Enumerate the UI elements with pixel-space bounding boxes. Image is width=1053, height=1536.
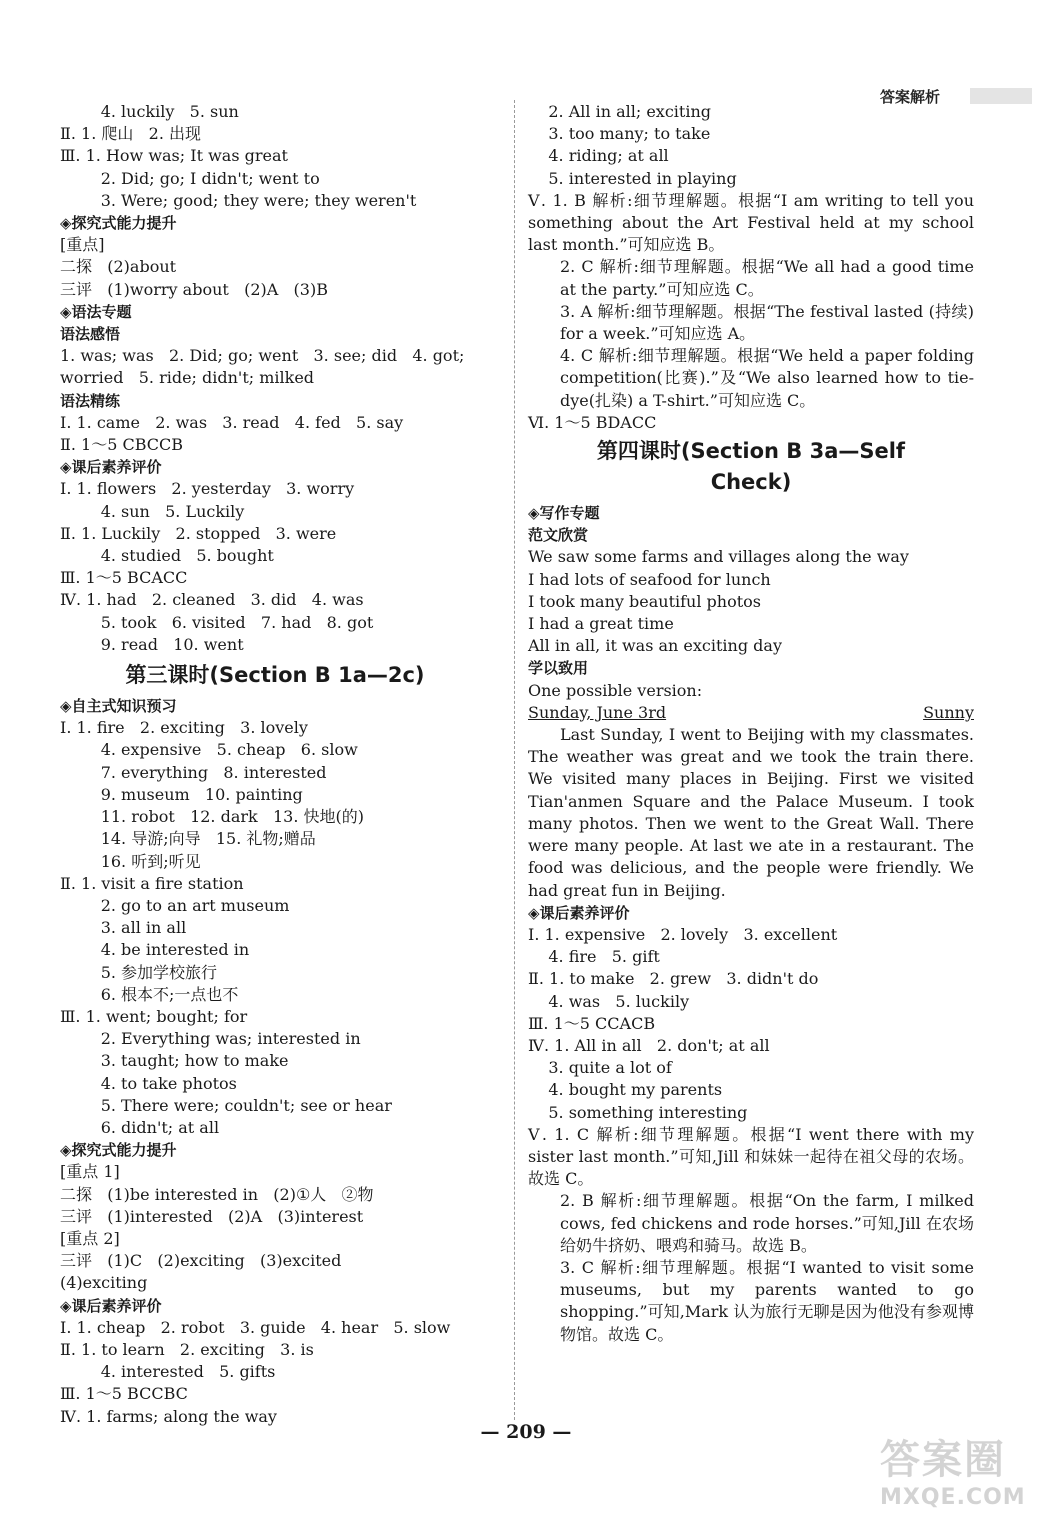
right-block-3-line: Ⅲ. 1～5 CCACB <box>528 1013 656 1033</box>
left-column <box>60 101 500 1428</box>
left-block-2-line: 4. to take photos <box>60 1073 237 1093</box>
left-block-1-line: [重点] <box>60 235 105 255</box>
watermark-line-1: 答案圈 <box>880 1437 1006 1483</box>
right-block-1-line: 4. riding; at all <box>528 146 669 166</box>
left-block-1-line: 1. was; was 2. Did; go; went 3. see; did 4. got; <box>60 346 465 366</box>
left-section-title: 第三课时(Section B 1a—2c) <box>125 663 425 688</box>
left-block-1-line: 4. luckily 5. sun <box>60 102 239 121</box>
right-block-2-line: All in all, it was an exciting day <box>528 636 782 656</box>
left-answer-block-2 <box>60 695 500 1428</box>
left-answer-block-1 <box>60 101 500 656</box>
right-answer-block-1 <box>528 101 974 190</box>
left-block-2-line: 2. Everything was; interested in <box>60 1029 361 1049</box>
right-block-2-line: ◈写作专题 <box>528 504 600 523</box>
left-block-2-line: (4)exciting <box>60 1273 148 1293</box>
watermark-logo <box>880 1428 1030 1523</box>
left-block-2-line: 3. taught; how to make <box>60 1051 289 1071</box>
left-block-1-line: 语法感悟 <box>60 325 121 344</box>
right-block-3-line: 3. quite a lot of <box>528 1058 672 1078</box>
answer-v1: Ⅴ. 1. B 解析:细节理解题。根据“I am writing to tell you something about the Art Festival held at my school last month.”可知应选 B。 <box>528 190 974 255</box>
right-column <box>528 101 974 1346</box>
diary-header <box>528 702 974 724</box>
page-number: — 209 — <box>480 1421 572 1443</box>
left-block-2-line: 三评 (1)C (2)exciting (3)excited <box>60 1251 342 1271</box>
left-block-2-line: 7. everything 8. interested <box>60 762 327 782</box>
column-divider <box>514 100 515 1420</box>
right-answer-block-2 <box>528 502 974 702</box>
left-block-2-line: Ⅲ. 1. went; bought; for <box>60 1006 248 1026</box>
left-block-2-line: Ⅲ. 1～5 BCCBC <box>60 1384 188 1404</box>
right-block-2-line: 范文欣赏 <box>528 526 589 545</box>
left-block-2-line: ◈探究式能力提升 <box>60 1141 177 1160</box>
left-block-1-line: Ⅳ. 1. had 2. cleaned 3. did 4. was <box>60 590 364 610</box>
left-block-2-line: 5. There were; couldn't; see or hear <box>60 1095 392 1115</box>
left-block-1-line: ◈探究式能力提升 <box>60 214 177 233</box>
left-block-1-line: 三评 (1)worry about (2)A (3)B <box>60 279 328 299</box>
left-block-1-line: 4. studied 5. bought <box>60 546 274 566</box>
left-block-2-line: Ⅱ. 1. to learn 2. exciting 3. is <box>60 1339 314 1359</box>
left-block-2-line: 6. 根本不;一点也不 <box>60 984 239 1004</box>
left-block-2-line: 9. museum 10. painting <box>60 784 303 804</box>
left-block-2-line: 5. 参加学校旅行 <box>60 962 218 982</box>
left-block-1-line: 9. read 10. went <box>60 634 244 654</box>
page-header-title: 答案解析 <box>880 88 941 106</box>
left-block-2-line: 11. robot 12. dark 13. 快地(的) <box>60 807 364 827</box>
left-block-2-line: 3. all in all <box>60 918 187 938</box>
left-block-1-line: Ⅱ. 1. Luckily 2. stopped 3. were <box>60 523 337 543</box>
answer-vi: Ⅵ. 1～5 BDACC <box>528 412 657 432</box>
left-block-2-line: 二探 (1)be interested in (2)①人 ②物 <box>60 1184 374 1204</box>
left-block-2-line: 4. interested 5. gifts <box>60 1362 276 1382</box>
right-block-3-line: Ⅰ. 1. expensive 2. lovely 3. excellent <box>528 924 838 944</box>
right-block-2-line: One possible version: <box>528 680 703 700</box>
left-block-1-line: 2. Did; go; I didn't; went to <box>60 168 320 188</box>
watermark-line-2: MXQE.COM <box>880 1485 1026 1510</box>
left-block-1-line: Ⅱ. 1. 爬山 2. 出现 <box>60 124 202 144</box>
right-block-3-line: 4. fire 5. gift <box>528 947 660 967</box>
left-block-1-line: Ⅲ. 1～5 BCACC <box>60 568 188 588</box>
right-block-3-line: 4. was 5. luckily <box>528 991 690 1011</box>
left-block-2-line: Ⅰ. 1. cheap 2. robot 3. guide 4. hear 5. slow <box>60 1317 451 1337</box>
left-block-1-line: Ⅲ. 1. How was; It was great <box>60 146 288 166</box>
answer-q1: Ⅴ. 1. C 解析:细节理解题。根据“I went there with my sister last month.”可知,Jill 和妹妹一起待在祖父母的农场。故选 C。 <box>528 1124 974 1189</box>
left-block-1-line: Ⅱ. 1～5 CBCCB <box>60 435 184 455</box>
left-block-1-line: ◈课后素养评价 <box>60 458 162 477</box>
left-block-1-line: worried 5. ride; didn't; milked <box>60 368 315 388</box>
answer-q2: 2. B 解析:细节理解题。根据“On the farm, I milked cows, fed chickens and rode horses.”可知,Jill 在农场给奶牛挤奶、喂鸡和骑马。故选 B。 <box>560 1191 974 1255</box>
right-block-3-line: 4. bought my parents <box>528 1080 723 1100</box>
left-block-1-line: Ⅰ. 1. flowers 2. yesterday 3. worry <box>60 479 355 499</box>
right-block-2-line: 学以致用 <box>528 659 589 678</box>
answer-v2: 2. C 解析:细节理解题。根据“We all had a good time at the party.”可知应选 C。 <box>560 257 974 299</box>
answer-v3: 3. A 解析:细节理解题。根据“The festival lasted (持续) for a week.”可知应选 A。 <box>560 301 974 344</box>
left-block-1-line: 3. Were; good; they were; they weren't <box>60 190 417 210</box>
left-block-2-line: 14. 导游;向导 15. 礼物;赠品 <box>60 829 316 849</box>
header-decoration-bar <box>970 88 1032 104</box>
right-block-2-line: I took many beautiful photos <box>528 591 762 611</box>
left-block-1-line: Ⅰ. 1. came 2. was 3. read 4. fed 5. say <box>60 412 404 432</box>
right-block-3-line: ◈课后素养评价 <box>528 903 630 922</box>
right-block-2-line: I had lots of seafood for lunch <box>528 569 771 589</box>
left-block-2-line: 4. be interested in <box>60 940 250 960</box>
left-block-2-line: 16. 听到;听见 <box>60 851 201 871</box>
left-block-2-line: [重点 1] <box>60 1162 120 1182</box>
left-block-2-line: 6. didn't; at all <box>60 1117 220 1137</box>
left-block-2-line: 三评 (1)interested (2)A (3)interest <box>60 1206 364 1226</box>
right-block-1-line: 3. too many; to take <box>528 124 711 144</box>
right-answer-block-3 <box>528 902 974 1124</box>
left-block-1-line: ◈语法专题 <box>60 302 132 321</box>
left-block-2-line: Ⅳ. 1. farms; along the way <box>60 1406 277 1426</box>
right-block-3-line: Ⅳ. 1. All in all 2. don't; at all <box>528 1035 770 1055</box>
left-block-2-line: 2. go to an art museum <box>60 895 290 915</box>
left-block-1-line: 4. sun 5. Luckily <box>60 501 245 521</box>
right-section-title: 第四课时(Section B 3a—Self Check) <box>596 439 906 495</box>
right-block-2-line: We saw some farms and villages along the way <box>528 547 909 567</box>
diary-body: Last Sunday, I went to Beijing with my classmates. The weather was great and we took the train there. We visited many places in Beijing. First we visited Tian'anmen Square and the Palace Museum. I took many photos. Then we went to the Great Wall. There were many people. At last we ate in a restaurant. The food was delicious, and the people were friendly. We had great fun in Beijing. <box>528 725 974 900</box>
answer-v4: 4. C 解析:细节理解题。根据“We held a paper folding competition(比赛).”及“We also learned how to tie-dye(扎染) a T-shirt.”可知应选 C。 <box>560 346 974 410</box>
right-block-3-line: 5. something interesting <box>528 1102 748 1122</box>
left-block-2-line: ◈自主式知识预习 <box>60 697 177 716</box>
left-block-2-line: Ⅱ. 1. visit a fire station <box>60 873 244 893</box>
left-block-1-line: 5. took 6. visited 7. had 8. got <box>60 612 374 632</box>
right-block-2-line: I had a great time <box>528 614 674 634</box>
answer-q3: 3. C 解析:细节理解题。根据“I wanted to visit some museums, but my parents wanted to go shopping.”可知,Mark 认为旅行无聊是因为他没有参观博物馆。故选 C。 <box>560 1257 974 1344</box>
left-block-2-line: ◈课后素养评价 <box>60 1296 162 1315</box>
diary-weather: Sunny <box>923 702 974 722</box>
left-block-2-line: Ⅰ. 1. fire 2. exciting 3. lovely <box>60 718 308 738</box>
right-block-1-line: 2. All in all; exciting <box>528 102 711 121</box>
diary-date: Sunday, June 3rd <box>528 702 667 722</box>
right-block-3-line: Ⅱ. 1. to make 2. grew 3. didn't do <box>528 969 819 989</box>
left-block-2-line: 4. expensive 5. cheap 6. slow <box>60 740 358 760</box>
right-block-1-line: 5. interested in playing <box>528 168 737 188</box>
left-block-1-line: 二探 (2)about <box>60 257 177 277</box>
left-block-2-line: [重点 2] <box>60 1228 120 1248</box>
left-block-1-line: 语法精练 <box>60 391 121 410</box>
